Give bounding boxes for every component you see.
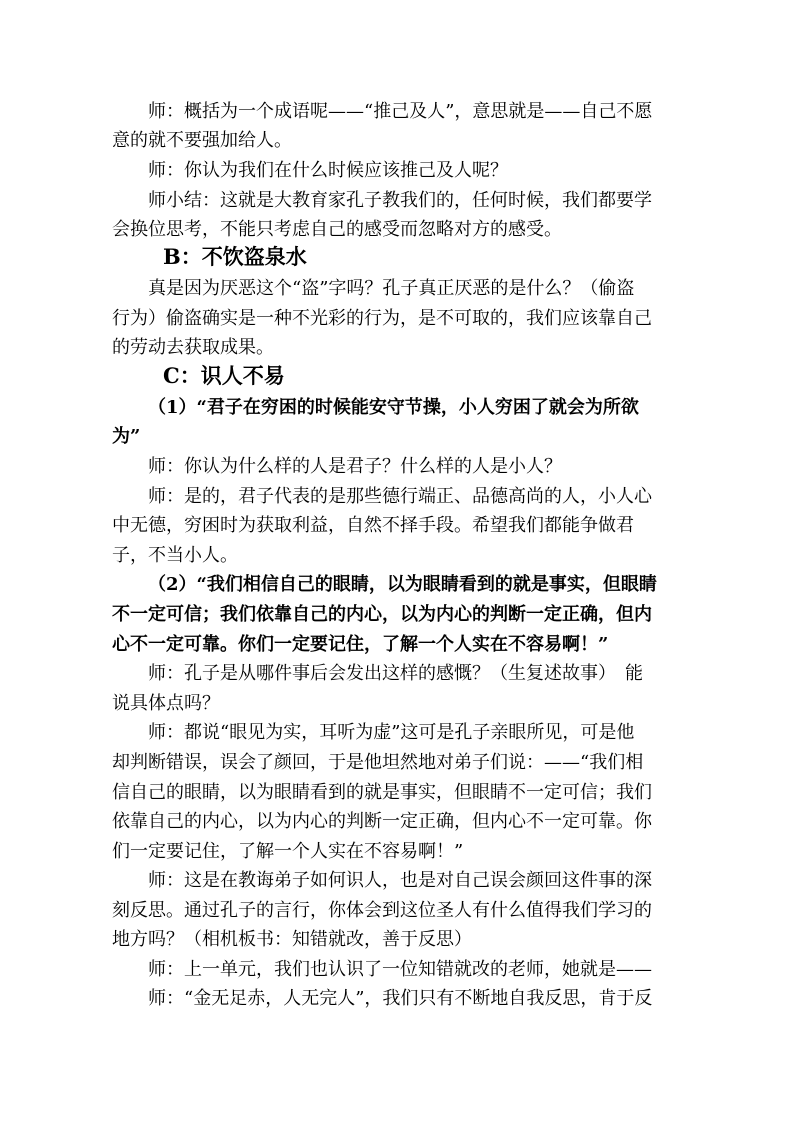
paragraph-line: 却判断错误，误会了颜回，于是他坦然地对弟子们说：——“我们相 (112, 752, 644, 773)
quote-line: （1）“君子在穷困的时候能安守节操，小人穷困了就会为所欲 (148, 397, 639, 418)
paragraph-line: 师：概括为一个成语呢——“推己及人”，意思就是——自己不愿 (148, 101, 653, 122)
paragraph-line: 信自己的眼睛，以为眼睛看到的就是事实，但眼睛不一定可信；我们 (112, 782, 652, 803)
paragraph-line: 地方吗？（相机板书：知错就改，善于反思） (112, 929, 472, 950)
paragraph-line: 师：都说“眼见为实，耳听为虚”这可是孔子亲眼所见，可是他 (148, 722, 635, 743)
paragraph-line: 行为）偷盗确实是一种不光彩的行为，是不可取的，我们应该靠自己 (112, 308, 652, 329)
paragraph-line: 依靠自己的内心，以为内心的判断一定正确，但内心不一定可靠。你 (112, 811, 652, 832)
quote-line: 不一定可信；我们依靠自己的内心，以为内心的判断一定正确，但内 (112, 604, 652, 625)
paragraph-line: 师：是的，君子代表的是那些德行端正、品德高尚的人，小人心 (148, 486, 652, 507)
paragraph-line: 们一定要记住，了解一个人实在不容易啊！” (112, 841, 464, 862)
paragraph-line: 师：这是在教诲弟子如何识人，也是对自己误会颜回这件事的深 (148, 870, 652, 891)
section-heading-c: C：识人不易 (163, 363, 285, 388)
paragraph-line: 子，不当小人。 (112, 545, 238, 566)
paragraph-line: 师：你认为什么样的人是君子？什么样的人是小人？ (148, 456, 562, 477)
paragraph-line: 师：你认为我们在什么时候应该推己及人呢？ (148, 160, 508, 181)
paragraph-line: 师：“金无足赤，人无完人”，我们只有不断地自我反思，肯于反 (148, 988, 653, 1009)
paragraph-line: 真是因为厌恶这个“盗”字吗？孔子真正厌恶的是什么？（偷盗 (148, 278, 635, 299)
paragraph-line: 意的就不要强加给人。 (112, 130, 292, 151)
paragraph-line: 师小结：这就是大教育家孔子教我们的，任何时候，我们都要学 (148, 190, 652, 211)
paragraph-line: 刻反思。通过孔子的言行，你体会到这位圣人有什么值得我们学习的 (112, 900, 652, 921)
paragraph-line: 会换位思考，不能只考虑自己的感受而忽略对方的感受。 (112, 219, 562, 240)
paragraph-line: 师：上一单元，我们也认识了一位知错就改的老师，她就是—— (148, 959, 652, 980)
quote-line: 为” (112, 426, 141, 447)
paragraph-line: 中无德，穷困时为获取利益，自然不择手段。希望我们都能争做君 (112, 515, 634, 536)
paragraph-line: 的劳动去获取成果。 (112, 337, 274, 358)
section-heading-b: B：不饮盗泉水 (163, 244, 307, 269)
quote-line: 心不一定可靠。你们一定要记住，了解一个人实在不容易啊！” (112, 634, 609, 655)
paragraph-line: 说具体点吗？ (112, 693, 220, 714)
quote-line: （2）“我们相信自己的眼睛，以为眼睛看到的就是事实，但眼睛 (148, 574, 657, 595)
paragraph-line: 师：孔子是从哪件事后会发出这样的感慨？（生复述故事） 能 (148, 663, 643, 684)
